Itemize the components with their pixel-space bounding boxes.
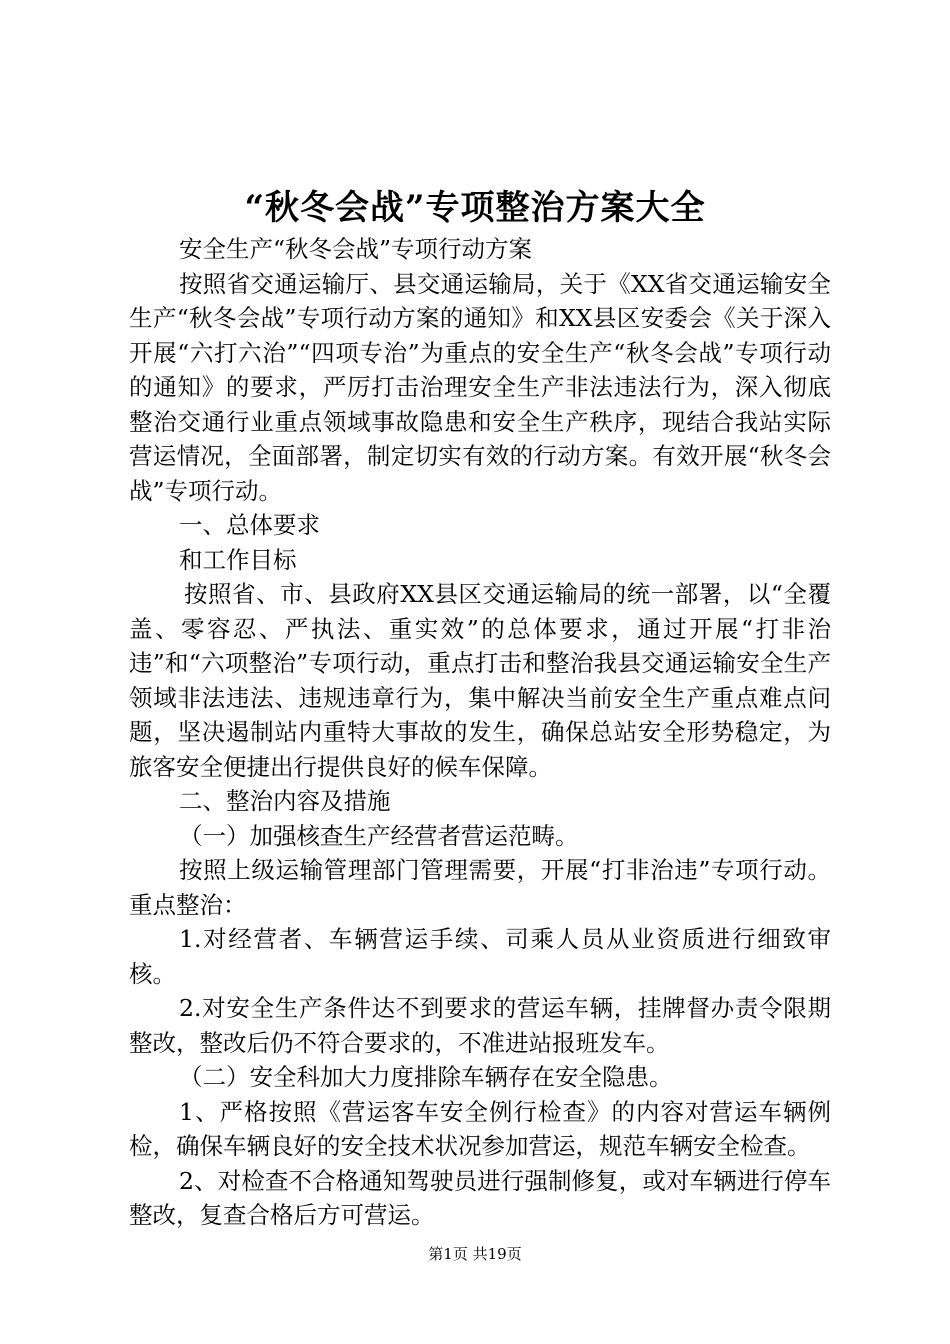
- paragraph: 按照上级运输管理部门管理需要，开展“打非治违”专项行动。重点整治：: [129, 856, 831, 919]
- page-footer: 第1页 共19页: [428, 1245, 522, 1263]
- section-heading: 一、总体要求: [179, 511, 320, 539]
- list-item: 2.对安全生产条件达不到要求的营运车辆，挂牌督办责令限期整改，整改后仍不符合要求的，不准进站报班发车。: [129, 994, 831, 1057]
- list-item: 1、严格按照《营运客车安全例行检查》的内容对营运车辆例检，确保车辆良好的安全技术状况参加营运，规范车辆安全检查。: [129, 1097, 831, 1160]
- list-item: 1.对经营者、车辆营运手续、司乘人员从业资质进行细致审核。: [129, 925, 831, 988]
- section-heading: 二、整治内容及措施: [179, 787, 391, 815]
- paragraph-subtitle: 安全生产“秋冬会战”专项行动方案: [179, 235, 533, 263]
- paragraph: 按照省、市、县政府XX县区交通运输局的统一部署，以“全覆盖、零容忍、严执法、重实效”的总体要求，通过开展“打非治违”和“六项整治”专项行动，重点打击和整治我县交通运输安全生产领域非法违法、违规违章行为，集中解决当前安全生产重点难点问题，坚决遏制站内重特大事故的发生，确保总站安全形势稳定，为旅客安全便捷出行提供良好的候车保障。: [129, 580, 831, 781]
- subsection-heading: （一）加强核查生产经营者营运范畴。: [179, 821, 579, 850]
- document-body: [129, 232, 831, 1233]
- list-item: 2、对检查不合格通知驾驶员进行强制修复，或对车辆进行停车整改，复查合格后方可营运。: [129, 1166, 831, 1229]
- paragraph: 按照省交通运输厅、县交通运输局，关于《XX省交通运输安全生产“秋冬会战”专项行动方案的通知》和XX县区安委会《关于深入开展“六打六治”“四项专治”为重点的安全生产“秋冬会战”专项行动的通知》的要求，严厉打击治理安全生产非法违法行为，深入彻底整治交通行业重点领域事故隐患和安全生产秩序，现结合我站实际营运情况，全面部署，制定切实有效的行动方案。有效开展“秋冬会战”专项行动。: [129, 269, 831, 505]
- document-title: “秋冬会战”专项整治方案大全: [244, 188, 706, 228]
- section-heading: 和工作目标: [179, 545, 297, 574]
- subsection-heading: （二）安全科加大力度排除车辆存在安全隐患。: [179, 1063, 673, 1091]
